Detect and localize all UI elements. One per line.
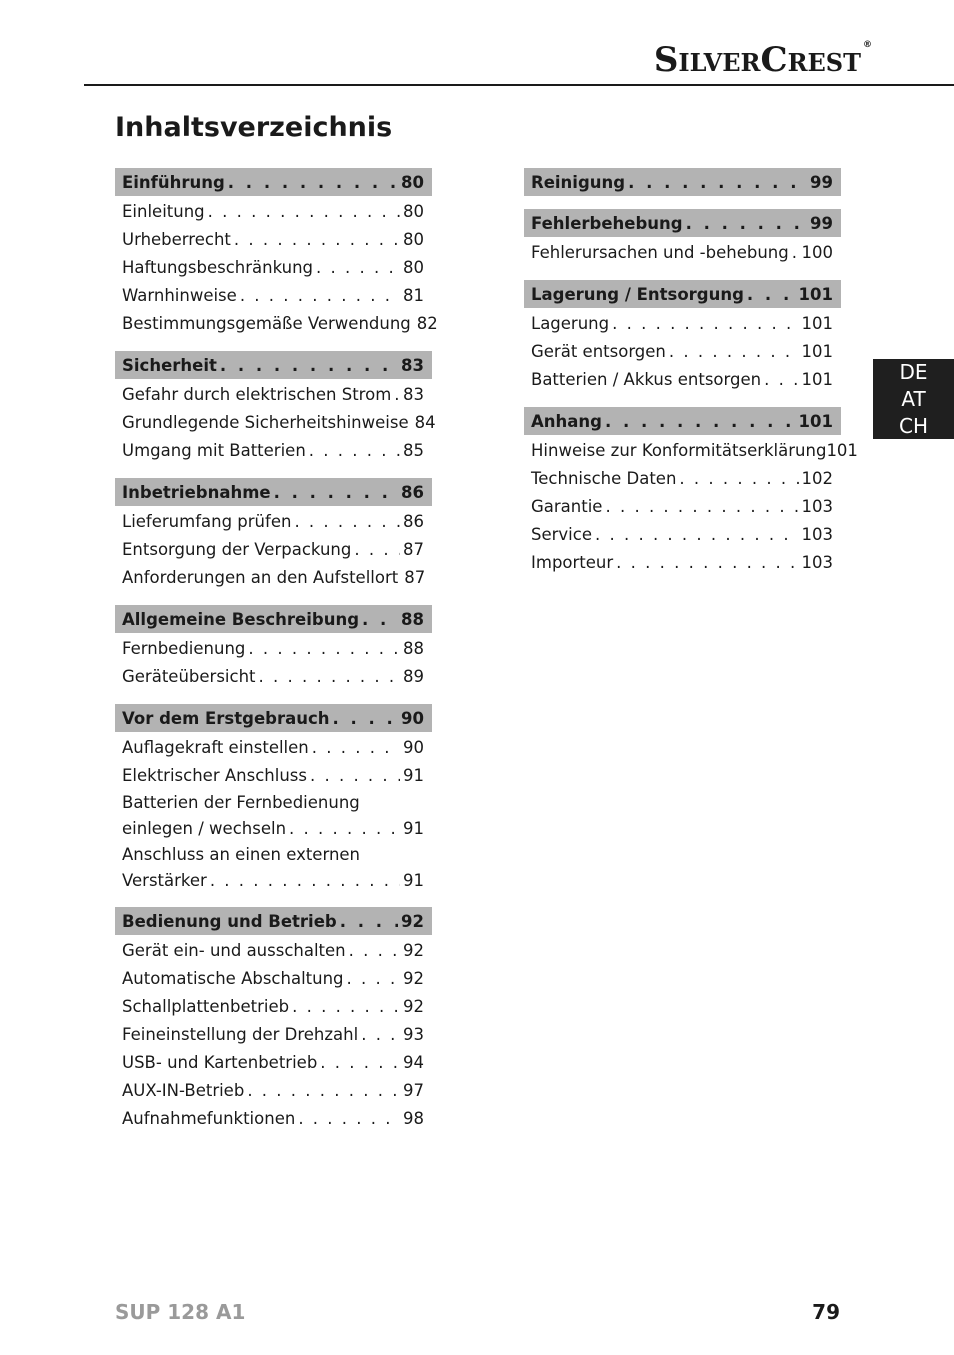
entry-title: Auflagekraft einstellen xyxy=(122,738,309,757)
toc-entries xyxy=(524,308,841,394)
toc-section-heading[interactable] xyxy=(524,280,841,308)
entry-title: einlegen / wechseln xyxy=(122,819,287,838)
toc-section-heading[interactable] xyxy=(115,478,432,506)
entry-title: Feineinstellung der Drehzahl xyxy=(122,1025,359,1044)
toc-section-heading[interactable] xyxy=(115,605,432,633)
entry-page: 84 xyxy=(414,413,436,432)
dot-leader xyxy=(394,381,400,409)
toc-entry[interactable] xyxy=(115,310,438,338)
toc-entry[interactable] xyxy=(115,965,432,993)
toc-section-heading[interactable] xyxy=(524,407,841,435)
entry-page: 100 xyxy=(801,243,833,262)
dot-leader xyxy=(605,412,796,431)
toc-entry[interactable] xyxy=(524,310,841,338)
toc-left-column xyxy=(115,168,438,1146)
dot-leader xyxy=(289,816,400,842)
dot-leader xyxy=(248,635,400,663)
toc-section-heading[interactable] xyxy=(115,907,432,935)
toc-entries xyxy=(524,435,858,577)
entry-title: Importeur xyxy=(531,553,614,572)
section-title: Vor dem Erstgebrauch xyxy=(122,708,330,728)
dot-leader xyxy=(292,993,400,1021)
toc-entry[interactable] xyxy=(524,437,858,465)
entry-page: 91 xyxy=(403,819,424,838)
entry-title: Fehlerursachen und -behebung xyxy=(531,243,789,262)
dot-leader xyxy=(298,1105,400,1133)
toc-entry[interactable] xyxy=(524,493,841,521)
dot-leader xyxy=(259,663,401,691)
entry-title: Batterien / Akkus entsorgen xyxy=(531,370,762,389)
toc-section xyxy=(115,907,432,1133)
section-title: Bedienung und Betrieb xyxy=(122,911,337,931)
section-page: 83 xyxy=(401,355,424,375)
page-title: Inhaltsverzeichnis xyxy=(115,112,393,143)
entry-title: Gerät entsorgen xyxy=(531,342,666,361)
toc-entries xyxy=(115,935,432,1133)
toc-entry[interactable] xyxy=(524,338,841,366)
dot-leader xyxy=(208,198,400,226)
toc-section xyxy=(115,351,436,465)
toc-entry[interactable] xyxy=(115,381,432,409)
toc-entry[interactable] xyxy=(115,1021,432,1049)
entry-title: Anforderungen an den Aufstellort xyxy=(122,568,399,587)
toc-entry[interactable] xyxy=(524,366,841,394)
language-tab xyxy=(873,359,954,439)
entry-row xyxy=(122,868,424,894)
entry-title: Entsorgung der Verpackung xyxy=(122,540,352,559)
toc-entry[interactable] xyxy=(524,549,841,577)
entry-title: Bestimmungsgemäße Verwendung xyxy=(122,314,411,333)
dot-leader xyxy=(316,254,400,282)
entry-title: Service xyxy=(531,525,592,544)
dot-leader xyxy=(228,173,398,192)
entry-page: 92 xyxy=(403,969,424,988)
entry-page: 87 xyxy=(403,540,424,559)
entry-page: 101 xyxy=(826,441,858,460)
dot-leader xyxy=(340,912,398,931)
entry-title: Aufnahmefunktionen xyxy=(122,1109,296,1128)
entry-page: 92 xyxy=(403,941,424,960)
entry-page: 90 xyxy=(403,738,424,757)
entry-page: 101 xyxy=(801,314,833,333)
toc-entry[interactable] xyxy=(115,762,432,790)
entry-page: 80 xyxy=(403,202,424,221)
toc-section-heading[interactable] xyxy=(115,351,432,379)
toc-section-heading[interactable] xyxy=(115,704,432,732)
toc-entry[interactable] xyxy=(115,937,432,965)
section-page: 88 xyxy=(401,609,424,629)
entry-page: 83 xyxy=(403,385,424,404)
entry-page: 80 xyxy=(403,230,424,249)
dot-leader xyxy=(686,214,807,233)
toc-entries xyxy=(115,506,432,592)
section-page: 99 xyxy=(810,213,833,233)
entry-page: 80 xyxy=(403,258,424,277)
toc-entry[interactable] xyxy=(115,437,432,465)
entry-page: 103 xyxy=(801,553,833,572)
toc-entry[interactable] xyxy=(115,254,432,282)
toc-entry[interactable] xyxy=(115,1105,432,1133)
entry-page: 91 xyxy=(403,766,424,785)
dot-leader xyxy=(747,285,796,304)
entry-page: 103 xyxy=(801,497,833,516)
entry-title: Gerät ein- und ausschalten xyxy=(122,941,346,960)
dot-leader xyxy=(310,762,400,790)
dot-leader xyxy=(240,282,400,310)
dot-leader xyxy=(605,493,798,521)
toc-entry[interactable] xyxy=(115,1077,432,1105)
section-title: Einführung xyxy=(122,172,225,192)
entry-row xyxy=(122,816,424,842)
toc-entry[interactable] xyxy=(115,842,432,894)
entry-title: Schallplattenbetrieb xyxy=(122,997,290,1016)
entry-page: 81 xyxy=(403,286,424,305)
dot-leader xyxy=(309,437,400,465)
entry-page: 101 xyxy=(801,342,833,361)
toc-section xyxy=(115,704,432,894)
entry-title: Urheberrecht xyxy=(122,230,231,249)
dot-leader xyxy=(595,521,799,549)
footer-page-number: 79 xyxy=(812,1300,840,1324)
toc-entry[interactable] xyxy=(115,790,432,842)
toc-entries xyxy=(115,633,432,691)
dot-leader xyxy=(361,1021,400,1049)
language-at: AT xyxy=(901,386,926,411)
entry-title: Garantie xyxy=(531,497,603,516)
entry-title: Verstärker xyxy=(122,871,207,890)
toc-entry[interactable] xyxy=(115,508,432,536)
toc-entry[interactable] xyxy=(115,226,432,254)
entry-title-line1: Batterien der Fernbedienung xyxy=(122,793,360,812)
dot-leader xyxy=(679,465,798,493)
entry-page: 85 xyxy=(403,441,424,460)
entry-title: Warnhinweise xyxy=(122,286,237,305)
entry-title: Gefahr durch elektrischen Strom xyxy=(122,385,392,404)
entry-title: Fernbedienung xyxy=(122,639,246,658)
entry-page: 88 xyxy=(403,639,424,658)
section-title: Anhang xyxy=(531,411,602,431)
section-title: Sicherheit xyxy=(122,355,217,375)
entry-title: Umgang mit Batterien xyxy=(122,441,306,460)
toc-entry[interactable] xyxy=(524,239,841,267)
entry-title: Geräteübersicht xyxy=(122,667,256,686)
entry-title: AUX-IN-Betrieb xyxy=(122,1081,245,1100)
footer-model: SUP 128 A1 xyxy=(115,1300,246,1324)
dot-leader xyxy=(792,239,799,267)
section-page: 99 xyxy=(810,172,833,192)
entry-page: 102 xyxy=(801,469,833,488)
toc-entry[interactable] xyxy=(524,521,841,549)
toc-entry[interactable] xyxy=(115,282,432,310)
toc-entry[interactable] xyxy=(115,635,432,663)
toc-entry[interactable] xyxy=(115,734,432,762)
toc-section xyxy=(524,407,858,577)
toc-right-column xyxy=(524,168,858,590)
toc-section xyxy=(524,280,841,394)
dot-leader xyxy=(274,483,398,502)
entry-title: Einleitung xyxy=(122,202,205,221)
dot-leader xyxy=(247,1077,400,1105)
dot-leader xyxy=(347,965,400,993)
entry-title: USB- und Kartenbetrieb xyxy=(122,1053,318,1072)
section-title: Fehlerbehebung xyxy=(531,213,683,233)
toc-section-heading[interactable] xyxy=(524,168,841,196)
toc-entry[interactable] xyxy=(115,993,432,1021)
entry-page: 87 xyxy=(404,568,426,587)
entry-page: 92 xyxy=(403,997,424,1016)
dot-leader xyxy=(362,610,398,629)
silvercrest-logo: SILVERCREST® xyxy=(653,40,872,80)
toc-entry[interactable] xyxy=(115,564,432,592)
entry-page: 89 xyxy=(403,667,424,686)
dot-leader xyxy=(234,226,400,254)
dot-leader xyxy=(612,310,798,338)
dot-leader xyxy=(312,734,400,762)
toc-entries xyxy=(115,379,436,465)
toc-section xyxy=(115,478,432,592)
section-page: 90 xyxy=(401,708,424,728)
dot-leader xyxy=(210,868,400,894)
dot-leader xyxy=(764,366,798,394)
dot-leader xyxy=(628,173,807,192)
dot-leader xyxy=(294,508,400,536)
toc-entries xyxy=(524,237,841,267)
section-page: 101 xyxy=(798,284,833,304)
header-rule xyxy=(84,84,954,86)
toc-section xyxy=(524,209,841,267)
language-ch: CH xyxy=(898,413,928,438)
toc-section-heading[interactable] xyxy=(115,168,432,196)
entry-page: 101 xyxy=(801,370,833,389)
toc-entry[interactable] xyxy=(115,663,432,691)
entry-title: Elektrischer Anschluss xyxy=(122,766,307,785)
toc-section xyxy=(524,168,841,196)
dot-leader xyxy=(669,338,799,366)
entry-page: 86 xyxy=(403,512,424,531)
entry-page: 94 xyxy=(403,1053,424,1072)
entry-title: Haftungsbeschränkung xyxy=(122,258,314,277)
toc-entry[interactable] xyxy=(524,465,841,493)
dot-leader xyxy=(220,356,398,375)
section-title: Allgemeine Beschreibung xyxy=(122,609,360,629)
toc-entries xyxy=(115,732,432,894)
section-title: Inbetriebnahme xyxy=(122,482,271,502)
entry-title-line1: Anschluss an einen externen xyxy=(122,845,361,864)
toc-entry[interactable] xyxy=(115,536,432,564)
entry-title: Hinweise zur Konformitätserklärung xyxy=(531,441,827,460)
toc-section-heading[interactable] xyxy=(524,209,841,237)
section-page: 101 xyxy=(798,411,833,431)
entry-page: 82 xyxy=(416,314,438,333)
entry-page: 103 xyxy=(801,525,833,544)
toc-entry[interactable] xyxy=(115,1049,432,1077)
section-title: Lagerung / Entsorgung xyxy=(531,284,744,304)
entry-page: 93 xyxy=(403,1025,424,1044)
entry-title: Lieferumfang prüfen xyxy=(122,512,292,531)
entry-title: Automatische Abschaltung xyxy=(122,969,344,988)
dot-leader xyxy=(354,536,400,564)
section-title: Reinigung xyxy=(531,172,626,192)
toc-section xyxy=(115,168,438,338)
toc-entries xyxy=(115,196,438,338)
dot-leader xyxy=(333,709,399,728)
entry-page: 98 xyxy=(403,1109,424,1128)
toc-section xyxy=(115,605,432,691)
toc-entry[interactable] xyxy=(115,409,436,437)
section-page: 86 xyxy=(401,482,424,502)
entry-title: Lagerung xyxy=(531,314,610,333)
entry-title: Grundlegende Sicherheitshinweise xyxy=(122,413,409,432)
entry-title: Technische Daten xyxy=(531,469,677,488)
section-page: 80 xyxy=(401,172,424,192)
entry-page: 91 xyxy=(403,871,424,890)
section-page: 92 xyxy=(401,911,424,931)
entry-page: 97 xyxy=(403,1081,424,1100)
dot-leader xyxy=(349,937,400,965)
language-de: DE xyxy=(899,359,928,384)
dot-leader xyxy=(616,549,798,577)
toc-entry[interactable] xyxy=(115,198,432,226)
dot-leader xyxy=(320,1049,400,1077)
